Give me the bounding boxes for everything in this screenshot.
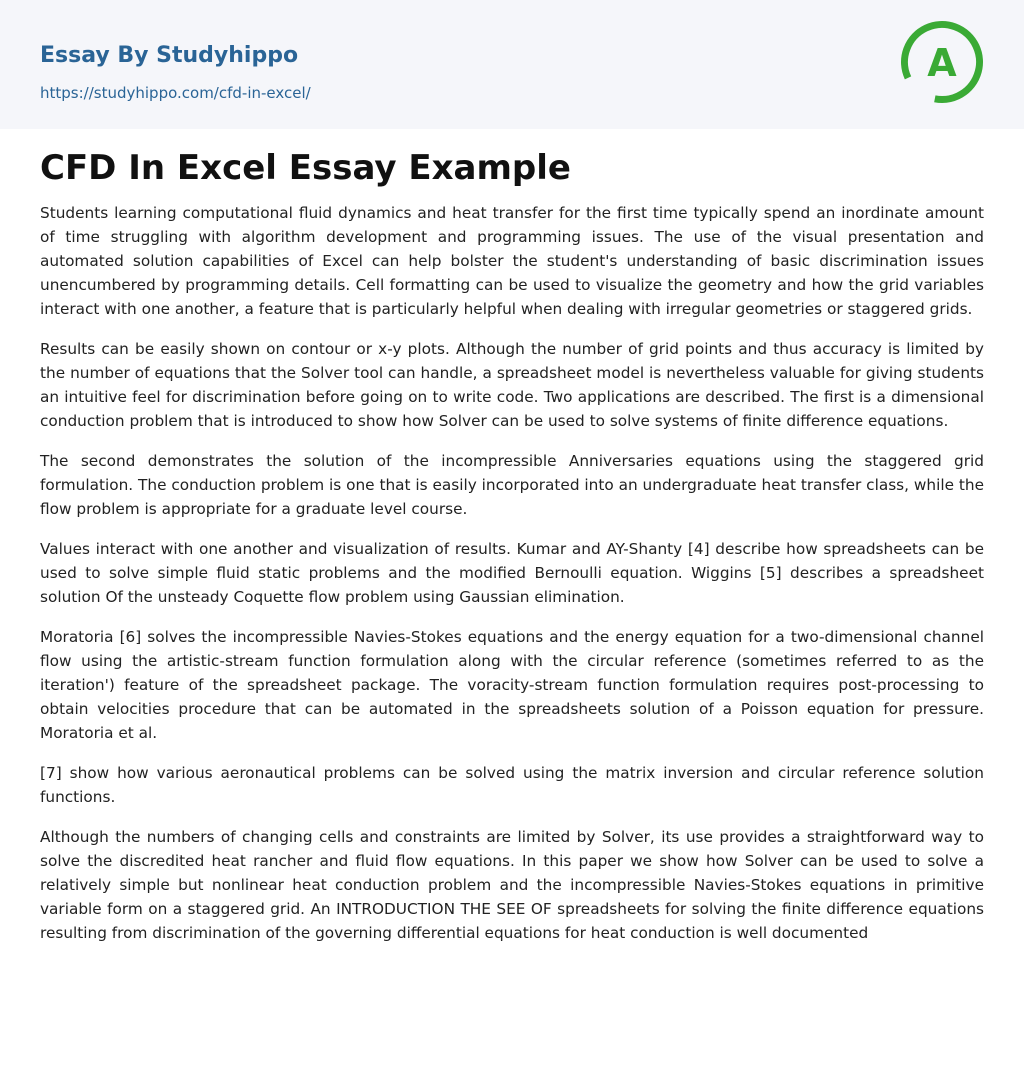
essay-paragraph: Results can be easily shown on contour or x-y plots. Although the number of grid points and thus accuracy is limited by the number of equations that the Solver tool can handle, a spreadsheet model is nevertheless valuable for giving students an intuitive feel for discrimination before going on to write code. Two applications are described. The first is a dimensional conduction problem that is introduced to show how Solver can be used to solve systems of finite difference equations. [40, 340, 984, 430]
site-header [0, 0, 1024, 129]
essay-paragraph: Values interact with one another and visualization of results. Kumar and AY-Shanty [4] describe how spreadsheets can be used to solve simple fluid static problems and the modified Bernoulli equation. Wiggins [5] describes a spreadsheet solution Of the unsteady Coquette flow problem using Gaussian elimination. [40, 540, 984, 606]
essay-paragraph: Students learning computational fluid dynamics and heat transfer for the first time typically spend an inordinate amount of time struggling with algorithm development and programming issues. The use of the visual presentation and automated solution capabilities of Excel can help bolster the student's understanding of basic discrimination issues unencumbered by programming details. Cell formatting can be used to visualize the geometry and how the grid variables interact with one another, a feature that is particularly helpful when dealing with irregular geometries or staggered grids. [40, 204, 984, 318]
essay-content [0, 148, 1024, 945]
essay-paragraph: [7] show how various aeronautical problems can be solved using the matrix inversion and circular reference solution functions. [40, 764, 984, 806]
site-brand: Essay By Studyhippo [40, 43, 299, 68]
essay-paragraph: The second demonstrates the solution of the incompressible Anniversaries equations using the staggered grid formulation. The conduction problem is one that is easily incorporated into an undergraduate heat transfer class, while the flow problem is appropriate for a graduate level course. [40, 452, 984, 518]
studyhippo-logo-icon[interactable] [900, 20, 984, 104]
logo-letter: A [927, 41, 957, 85]
essay-url-link[interactable]: https://studyhippo.com/cfd-in-excel/ [40, 84, 311, 102]
essay-title: CFD In Excel Essay Example [40, 148, 571, 188]
essay-paragraph: Although the numbers of changing cells and constraints are limited by Solver, its use provides a straightforward way to solve the discredited heat rancher and fluid flow equations. In this paper we show how Solver can be used to solve a relatively simple but nonlinear heat conduction problem and the incompressible Navies-Stokes equations in primitive variable form on a staggered grid. An INTRODUCTION THE SEE OF spreadsheets for solving the finite difference equations resulting from discrimination of the governing differential equations for heat conduction is well documented [40, 828, 984, 942]
essay-paragraph: Moratoria [6] solves the incompressible Navies-Stokes equations and the energy equation for a two-dimensional channel flow using the artistic-stream function formulation along with the circular reference (sometimes referred to as the iteration') feature of the spreadsheet package. The voracity-stream function formulation requires post-processing to obtain velocities procedure that can be automated in the spreadsheets solution of a Poisson equation for pressure. Moratoria et al. [40, 628, 984, 742]
